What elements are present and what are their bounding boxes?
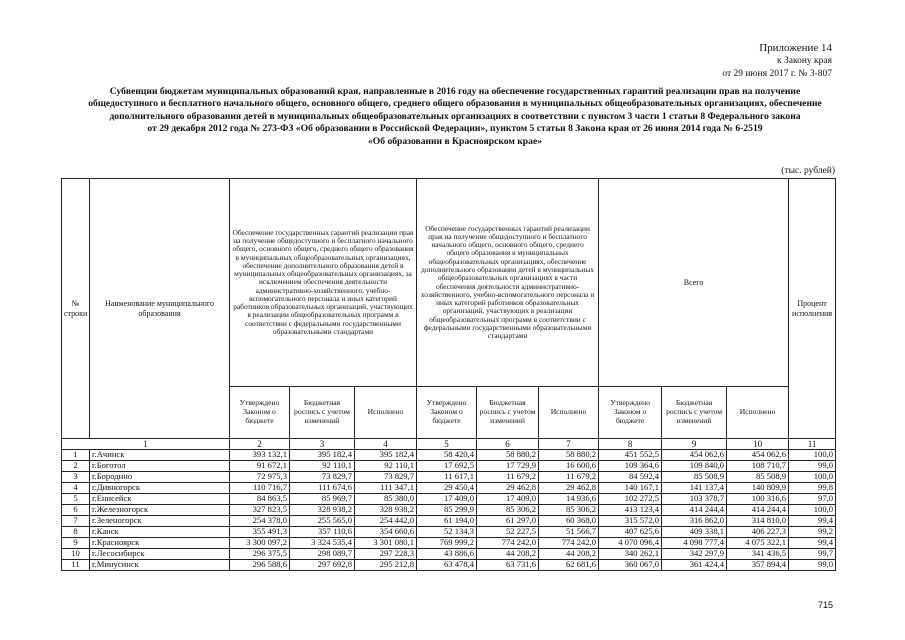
municipality-cell: г.Лесосибирск (90, 549, 230, 560)
revised-cell: 357 110,6 (290, 527, 355, 538)
municipality-cell: г.Боготол (90, 461, 230, 472)
total-revised-cell: 109 840,0 (662, 461, 727, 472)
approved-cell: 58 420,4 (417, 450, 477, 461)
column-number: 7 (539, 439, 599, 450)
total-executed-cell: 414 244,4 (727, 505, 789, 516)
revised-cell: 73 829,7 (290, 472, 355, 483)
total-executed-cell: 406 227,3 (727, 527, 789, 538)
total-approved-cell: 451 552,5 (599, 450, 662, 461)
row-number-cell: 6 (62, 505, 90, 516)
row-number-cell: 5 (62, 494, 90, 505)
column-number: 3 (290, 439, 355, 450)
revised-cell: 63 731,6 (477, 560, 539, 571)
title-line: «Об образовании в Красноярском крае» (367, 135, 542, 147)
revised-cell: 52 227,5 (477, 527, 539, 538)
total-approved-cell: 4 070 096,4 (599, 538, 662, 549)
table-row (62, 505, 836, 516)
total-revised-cell: 141 137,4 (662, 483, 727, 494)
approved-cell: 327 823,5 (230, 505, 290, 516)
executed-cell: 85 380,0 (355, 494, 417, 505)
municipality-cell: г.Бородино (90, 472, 230, 483)
executed-cell: 297 228,3 (355, 549, 417, 560)
total-executed-cell: 314 810,0 (727, 516, 789, 527)
executed-cell: 44 208,2 (539, 549, 599, 560)
municipality-cell: г.Енисейск (90, 494, 230, 505)
table-row (62, 560, 836, 571)
header-row-number: № строки (62, 179, 90, 439)
approved-cell: 769 999,2 (417, 538, 477, 549)
table-row (62, 450, 836, 461)
approved-cell: 85 299,9 (417, 505, 477, 516)
approved-cell: 43 886,6 (417, 549, 477, 560)
column-number: 6 (477, 439, 539, 450)
header-revised: Бюджетная роспись с учетом изменений (477, 387, 539, 439)
percent-cell: 100,0 (789, 450, 836, 461)
table-row (62, 472, 836, 483)
column-number: 11 (789, 439, 836, 450)
approved-cell: 84 863,5 (230, 494, 290, 505)
approved-cell: 11 617,1 (417, 472, 477, 483)
approved-cell: 52 134,3 (417, 527, 477, 538)
executed-cell: 51 566,7 (539, 527, 599, 538)
header-group-support-staff: Обеспечение государственных гарантий реализации прав на получение общедоступного и бесплатного начального общего, основного общего, среднего общего образования в муниципальных общеобразовательных организациях, обеспечение дополнительного образования детей в муниципальных общеобразовательных организациях в части обеспечения деятельности административно-хозяйственного, учебно-вспомогательного персонала и иных категорий работников образовательных организаций, участвующих в реализации общеобразовательных программ в соответствии с федеральными государственными образовательными стандартами (417, 179, 599, 387)
header-group-total: Всего (599, 179, 789, 387)
column-number: 8 (599, 439, 662, 450)
header-group-guarantees: Обеспечение государственных гарантий реализации прав на получение общедоступного и бесплатного начального общего, основного общего, среднего общего образования в муниципальных общеобразовательных организациях, обеспечение дополнительного образования детей в муниципальных общеобразовательных организациях, за исключением обеспечения деятельности административно-хозяйственного, учебно-вспомогательного персонала и иных категорий работников образовательных организаций, участвующих в реализации общеобразовательных программ в соответствии с федеральными государственными образовательными стандартами (230, 179, 417, 387)
row-number-cell: 11 (62, 560, 90, 571)
column-number: 10 (727, 439, 789, 450)
approved-cell: 17 692,5 (417, 461, 477, 472)
header-executed: Исполнено (539, 387, 599, 439)
appendix-number: Приложение 14 (759, 42, 832, 54)
total-executed-cell: 454 062,6 (727, 450, 789, 461)
percent-cell: 99,4 (789, 538, 836, 549)
percent-cell: 99,0 (789, 560, 836, 571)
total-revised-cell: 342 297,9 (662, 549, 727, 560)
percent-cell: 99,2 (789, 527, 836, 538)
approved-cell: 61 194,0 (417, 516, 477, 527)
executed-cell: 58 880,2 (539, 450, 599, 461)
subventions-table (61, 178, 836, 571)
header-approved: Утверждено Законом о бюджете (417, 387, 477, 439)
revised-cell: 395 182,4 (290, 450, 355, 461)
revised-cell: 11 679,2 (477, 472, 539, 483)
document-title (40, 86, 870, 148)
total-revised-cell: 409 338,1 (662, 527, 727, 538)
total-revised-cell: 454 062,6 (662, 450, 727, 461)
header-approved: Утверждено Законом о бюджете (599, 387, 662, 439)
appendix-law: к Закону края (776, 56, 832, 66)
table-row (62, 549, 836, 560)
municipality-cell: г.Минусинск (90, 560, 230, 571)
approved-cell: 63 478,4 (417, 560, 477, 571)
revised-cell: 58 880,2 (477, 450, 539, 461)
approved-cell: 72 975,3 (230, 472, 290, 483)
appendix-date: от 29 июня 2017 г. № 3-807 (722, 69, 832, 79)
municipality-cell: г.Ачинск (90, 450, 230, 461)
executed-cell: 60 368,0 (539, 516, 599, 527)
percent-cell: 97,0 (789, 494, 836, 505)
municipality-cell: г.Дивногорск (90, 483, 230, 494)
total-executed-cell: 4 075 322,1 (727, 538, 789, 549)
table-row (62, 538, 836, 549)
row-number-cell: 10 (62, 549, 90, 560)
executed-cell: 11 679,2 (539, 472, 599, 483)
approved-cell: 254 378,0 (230, 516, 290, 527)
row-number-cell: 7 (62, 516, 90, 527)
executed-cell: 354 660,6 (355, 527, 417, 538)
percent-cell: 99,7 (789, 549, 836, 560)
title-line: общедоступного и бесплатного начального общего, основного общего, среднего общего образования в муниципальных общеобразовательных организациях, обеспечение (88, 98, 822, 110)
column-number: 5 (417, 439, 477, 450)
total-executed-cell: 100 316,6 (727, 494, 789, 505)
table-row (62, 461, 836, 472)
percent-cell: 99,4 (789, 516, 836, 527)
header-revised: Бюджетная роспись с учетом изменений (290, 387, 355, 439)
revised-cell: 85 306,2 (477, 505, 539, 516)
executed-cell: 774 242,0 (539, 538, 599, 549)
executed-cell: 73 829,7 (355, 472, 417, 483)
page-number: 715 (817, 600, 833, 610)
row-number-cell: 2 (62, 461, 90, 472)
revised-cell: 3 324 535,4 (290, 538, 355, 549)
table-body (62, 450, 836, 571)
column-number: 9 (662, 439, 727, 450)
approved-cell: 3 300 097,2 (230, 538, 290, 549)
column-number-row (62, 439, 836, 450)
municipality-cell: г.Зеленогорск (90, 516, 230, 527)
revised-cell: 44 208,2 (477, 549, 539, 560)
total-revised-cell: 4 098 777,4 (662, 538, 727, 549)
total-approved-cell: 140 167,1 (599, 483, 662, 494)
revised-cell: 328 938,2 (290, 505, 355, 516)
revised-cell: 255 565,0 (290, 516, 355, 527)
header-row-groups (62, 179, 836, 387)
header-municipality: Наименование муниципального образования (90, 179, 230, 439)
total-approved-cell: 407 625,6 (599, 527, 662, 538)
executed-cell: 295 212,8 (355, 560, 417, 571)
approved-cell: 296 588,6 (230, 560, 290, 571)
executed-cell: 16 600,6 (539, 461, 599, 472)
revised-cell: 85 969,7 (290, 494, 355, 505)
revised-cell: 298 089,7 (290, 549, 355, 560)
percent-cell: 99,8 (789, 483, 836, 494)
percent-cell: 100,0 (789, 472, 836, 483)
header-approved: Утверждено Законом о бюджете (230, 387, 290, 439)
total-revised-cell: 103 378,7 (662, 494, 727, 505)
approved-cell: 17 409,0 (417, 494, 477, 505)
total-revised-cell: 414 244,4 (662, 505, 727, 516)
total-executed-cell: 341 436,5 (727, 549, 789, 560)
header-revised: Бюджетная роспись с учетом изменений (662, 387, 727, 439)
row-number-cell: 8 (62, 527, 90, 538)
total-revised-cell: 361 424,4 (662, 560, 727, 571)
revised-cell: 774 242,0 (477, 538, 539, 549)
executed-cell: 62 681,6 (539, 560, 599, 571)
municipality-cell: г.Красноярск (90, 538, 230, 549)
percent-cell: 100,0 (789, 505, 836, 516)
executed-cell: 29 462,8 (539, 483, 599, 494)
column-number: 2 (230, 439, 290, 450)
column-number: 4 (355, 439, 417, 450)
revised-cell: 111 674,6 (290, 483, 355, 494)
revised-cell: 17 729,9 (477, 461, 539, 472)
approved-cell: 29 450,4 (417, 483, 477, 494)
total-revised-cell: 85 508,9 (662, 472, 727, 483)
title-line: Субвенции бюджетам муниципальных образований края, направленные в 2016 году на обеспечение государственных гарантий реализации прав на получение (109, 86, 801, 97)
total-approved-cell: 360 067,0 (599, 560, 662, 571)
executed-cell: 3 301 080,1 (355, 538, 417, 549)
executed-cell: 395 182,4 (355, 450, 417, 461)
municipality-cell: г.Канск (90, 527, 230, 538)
table-row (62, 483, 836, 494)
executed-cell: 92 110,1 (355, 461, 417, 472)
approved-cell: 110 716,7 (230, 483, 290, 494)
approved-cell: 355 491,3 (230, 527, 290, 538)
revised-cell: 92 110,1 (290, 461, 355, 472)
total-executed-cell: 140 809,9 (727, 483, 789, 494)
municipality-cell: г.Железногорск (90, 505, 230, 516)
revised-cell: 61 297,0 (477, 516, 539, 527)
approved-cell: 296 375,5 (230, 549, 290, 560)
row-number-cell: 1 (62, 450, 90, 461)
revised-cell: 17 409,0 (477, 494, 539, 505)
table-row (62, 494, 836, 505)
revised-cell: 29 462,8 (477, 483, 539, 494)
row-number-cell: 9 (62, 538, 90, 549)
header-percent: Процент исполнения (789, 179, 836, 439)
row-number-cell: 3 (62, 472, 90, 483)
table-row (62, 527, 836, 538)
executed-cell: 328 938,2 (355, 505, 417, 516)
revised-cell: 297 692,8 (290, 560, 355, 571)
table-row (62, 516, 836, 527)
total-approved-cell: 84 592,4 (599, 472, 662, 483)
executed-cell: 14 936,6 (539, 494, 599, 505)
total-approved-cell: 315 572,0 (599, 516, 662, 527)
appendix-reference (722, 42, 832, 81)
total-approved-cell: 340 262,1 (599, 549, 662, 560)
header-executed: Исполнено (355, 387, 417, 439)
row-number-cell: 4 (62, 483, 90, 494)
total-approved-cell: 109 364,6 (599, 461, 662, 472)
executed-cell: 111 347,1 (355, 483, 417, 494)
executed-cell: 85 306,2 (539, 505, 599, 516)
approved-cell: 91 672,1 (230, 461, 290, 472)
percent-cell: 99,0 (789, 461, 836, 472)
executed-cell: 254 442,0 (355, 516, 417, 527)
approved-cell: 393 132,1 (230, 450, 290, 461)
units-label: (тыс. рублей) (781, 166, 835, 176)
title-line: дополнительного образования детей в муниципальных общеобразовательных организациях в соответствии с пунктом 3 части 1 статьи 8 Федерального закона (109, 110, 801, 122)
total-executed-cell: 357 894,4 (727, 560, 789, 571)
total-approved-cell: 102 272,5 (599, 494, 662, 505)
total-approved-cell: 413 123,4 (599, 505, 662, 516)
total-executed-cell: 108 710,7 (727, 461, 789, 472)
header-executed: Исполнено (727, 387, 789, 439)
title-line: от 29 декабря 2012 года № 273-ФЗ «Об образовании в Российской Федерации», пунктом 5 статьи 8 Закона края от 26 июня 2014 года № 6-2519 (147, 123, 763, 135)
total-revised-cell: 316 862,0 (662, 516, 727, 527)
column-number: 1 (62, 439, 230, 450)
total-executed-cell: 85 508,9 (727, 472, 789, 483)
